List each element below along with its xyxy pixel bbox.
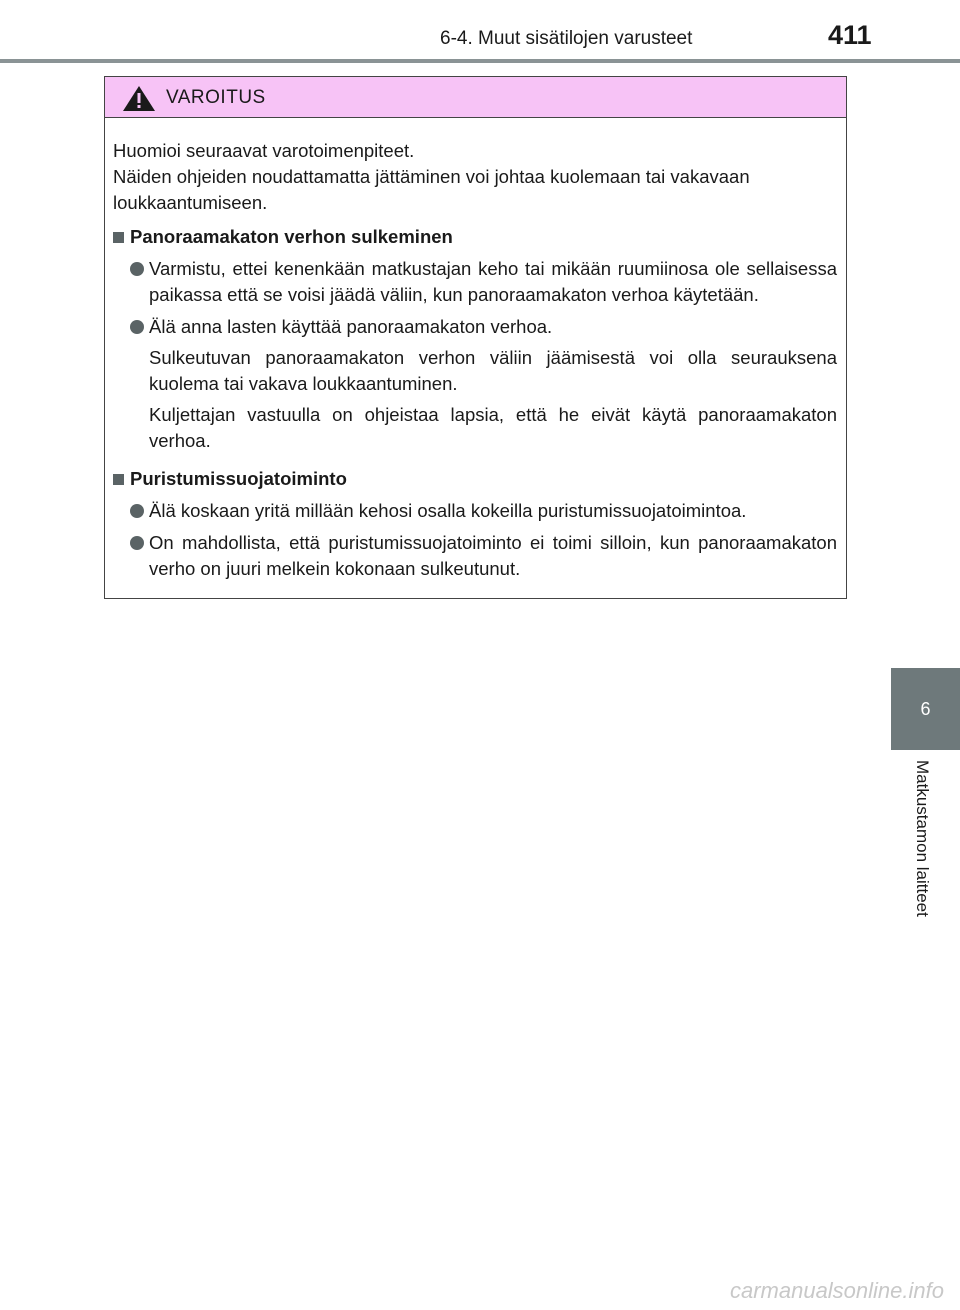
warning-header (105, 77, 846, 118)
warning-title: VAROITUS (166, 87, 266, 108)
footer-watermark: carmanualsonline.info (729, 1278, 944, 1303)
warning-body (105, 118, 846, 582)
warning-triangle-icon (122, 85, 156, 112)
list-item (113, 314, 837, 454)
section-heading-text: Puristumissuojatoiminto (130, 468, 347, 489)
bullet-dot-icon (130, 504, 144, 518)
chapter-number: 6 (920, 698, 931, 719)
square-bullet-icon (113, 474, 124, 485)
bullet-dot-icon (130, 536, 144, 550)
bullet-text: Älä anna lasten käyttää panoraamakaton verhoa. (149, 316, 553, 337)
bullet-text: Varmistu, ettei kenenkään matkustajan keho tai mikään ruumiinosa ole sellaisessa paikassa että se voisi jäädä väliin, kun panoraamakaton verhoa käytetään. (149, 258, 837, 305)
list-item (113, 530, 837, 582)
list-item (113, 256, 837, 308)
bullet-text: Älä koskaan yritä millään kehosi osalla kokeilla puristumissuojatoimintoa. (149, 500, 747, 521)
chapter-label: Matkustamon laitteet (913, 760, 932, 917)
list-item (113, 498, 837, 524)
warning-box (104, 76, 847, 599)
bullet-text: On mahdollista, että puristumissuojatoiminto ei toimi silloin, kun panoraamakaton verho on juuri melkein kokonaan sulkeutunut. (149, 532, 837, 579)
section-heading (113, 224, 837, 250)
warning-intro (113, 138, 837, 216)
header-divider (0, 59, 960, 63)
bullet-dot-icon (130, 320, 144, 334)
section-curtain-closing (113, 224, 837, 454)
bullet-dot-icon (130, 262, 144, 276)
section-title: 6-4. Muut sisätilojen varusteet (440, 28, 693, 49)
section-heading (113, 466, 837, 492)
bullet-text: Sulkeutuvan panoraamakaton verhon väliin jäämisestä voi olla seurauksena kuolema tai vakava loukkaantuminen. (149, 347, 837, 394)
square-bullet-icon (113, 232, 124, 243)
intro-line: Huomioi seuraavat varotoimenpiteet. (113, 140, 415, 161)
intro-line: Näiden ohjeiden noudattamatta jättäminen voi johtaa kuolemaan tai vakavaan loukkaantumiseen. (113, 166, 750, 213)
bullet-text: Kuljettajan vastuulla on ohjeistaa lapsia, että he eivät käytä panoraamakaton verhoa. (149, 404, 837, 451)
section-heading-text: Panoraamakaton verhon sulkeminen (130, 226, 453, 247)
page-number: 411 (828, 20, 872, 50)
chapter-tab[interactable] (891, 668, 960, 750)
section-pinch-protection (113, 466, 837, 582)
